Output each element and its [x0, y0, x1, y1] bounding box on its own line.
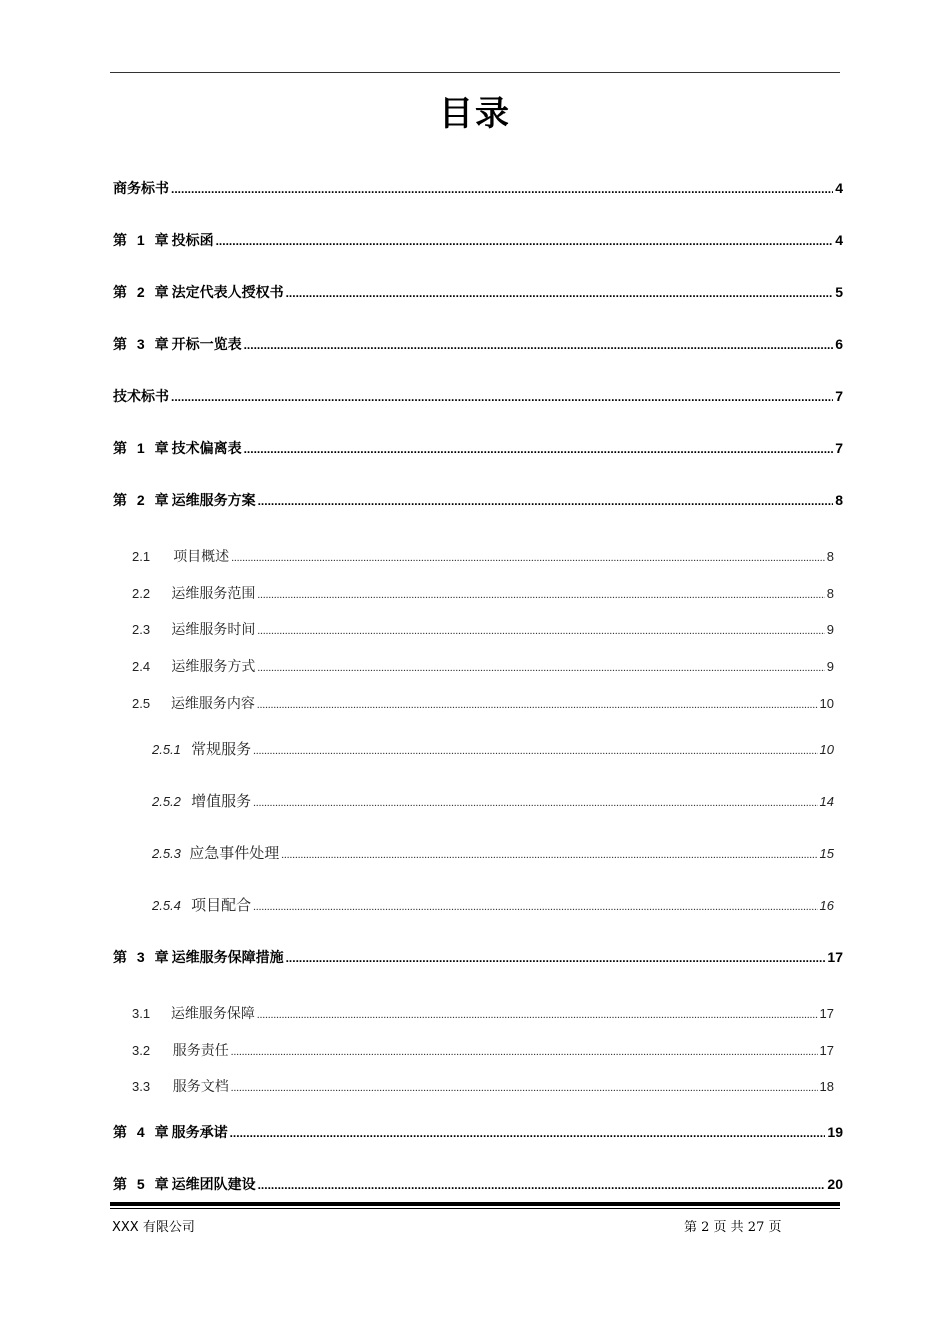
- toc-entry-title: 服务承诺: [171, 1124, 228, 1140]
- toc-entry-page: 9: [826, 622, 834, 637]
- toc-entry-number: 第 3 章: [113, 949, 172, 965]
- toc-leader: [231, 550, 825, 566]
- toc-entry-title: 运维服务保障措施: [171, 949, 284, 965]
- toc-entry[interactable]: [132, 656, 834, 676]
- toc-entry-title: 技术偏离表: [171, 440, 242, 456]
- toc-entry-title: 项目配合: [191, 898, 252, 914]
- toc-entry-page: 10: [819, 742, 834, 757]
- toc-entry-number: 第 1 章: [113, 440, 172, 456]
- toc-entry-number: 第 2 章: [113, 284, 172, 300]
- toc-entry-number: 第 2 章: [113, 492, 172, 508]
- toc-leader: [257, 697, 818, 713]
- toc-entry[interactable]: [113, 334, 843, 354]
- toc-entry-number: 2.1: [132, 549, 151, 564]
- toc-entry[interactable]: [132, 619, 834, 639]
- toc-entry[interactable]: [113, 438, 843, 458]
- toc-entry-page: 15: [819, 846, 834, 861]
- toc-entry-page: 14: [819, 794, 834, 809]
- toc-entry-page: 9: [826, 659, 834, 674]
- toc-entry-number: 2.4: [132, 659, 151, 674]
- toc-entry[interactable]: [152, 894, 834, 915]
- toc-entry-page: 8: [826, 549, 834, 564]
- toc-entry-title: 运维团队建设: [171, 1176, 256, 1192]
- toc-entry-number: 3.3: [132, 1079, 151, 1094]
- toc-leader: [257, 660, 824, 676]
- toc-leader: [286, 284, 834, 300]
- toc-entry-number: 2.5.1: [152, 742, 181, 757]
- toc-entry-page: 5: [835, 284, 843, 300]
- toc-entry[interactable]: [113, 386, 843, 406]
- toc-entry-number: 第 4 章: [113, 1124, 172, 1140]
- page-title: 目录: [439, 94, 511, 134]
- toc-leader: [231, 1080, 818, 1096]
- toc-leader: [244, 336, 834, 352]
- toc-entry-number: 3.2: [132, 1043, 151, 1058]
- toc-entry-number: 2.5.3: [152, 846, 181, 861]
- toc-leader: [253, 742, 817, 759]
- toc-entry-number: 3.1: [132, 1006, 151, 1021]
- toc-leader: [171, 180, 833, 196]
- toc-entry-page: 18: [819, 1079, 834, 1094]
- toc-entry[interactable]: [152, 790, 834, 811]
- toc-entry-title: 商务标书: [113, 180, 169, 196]
- toc-entry-title: 项目概述: [173, 550, 230, 565]
- toc-leader: [257, 587, 824, 603]
- toc-leader: [257, 1007, 818, 1023]
- toc-entry-title: 开标一览表: [171, 336, 242, 352]
- toc-entry-page: 16: [819, 898, 834, 913]
- footer-rule-thin: [110, 1208, 840, 1209]
- toc-leader: [258, 1176, 826, 1192]
- toc-entry-title: 常规服务: [191, 742, 252, 758]
- toc-leader: [231, 1044, 818, 1060]
- toc-entry-page: 17: [819, 1043, 834, 1058]
- toc-entry[interactable]: [113, 1174, 843, 1194]
- toc-entry-number: 2.5: [132, 696, 151, 711]
- toc-entry-page: 8: [835, 492, 843, 508]
- toc-entry-number: 2.2: [132, 586, 151, 601]
- toc-entry-page: 17: [827, 949, 843, 965]
- toc-entry[interactable]: [113, 282, 843, 302]
- toc-entry[interactable]: [132, 1003, 834, 1023]
- toc-entry-title: 运维服务方案: [171, 492, 256, 508]
- toc-entry-page: 19: [827, 1124, 843, 1140]
- toc-entry-number: 2.3: [132, 622, 151, 637]
- toc-leader: [253, 794, 817, 811]
- toc-leader: [244, 440, 834, 456]
- toc-entry-number: 2.5.2: [152, 794, 181, 809]
- toc-entry-title: 技术标书: [113, 388, 169, 404]
- toc-entry-page: 7: [835, 440, 843, 456]
- toc-entry-page: 20: [827, 1176, 843, 1192]
- toc-entry-number: 第 1 章: [113, 232, 172, 248]
- toc-entry-title: 运维服务时间: [171, 623, 256, 638]
- toc-entry[interactable]: [132, 693, 834, 713]
- toc-entry-page: 8: [826, 586, 834, 601]
- toc-entry-number: 第 5 章: [113, 1176, 172, 1192]
- toc-entry-title: 运维服务内容: [170, 697, 255, 712]
- toc-entry[interactable]: [113, 490, 843, 510]
- toc-entry-page: 6: [835, 336, 843, 352]
- toc-leader: [230, 1124, 826, 1140]
- toc-entry-title: 运维服务范围: [171, 587, 256, 602]
- toc-entry-number: 第 3 章: [113, 336, 172, 352]
- toc-entry[interactable]: [132, 1040, 834, 1060]
- toc-entry[interactable]: [152, 738, 834, 759]
- toc-leader: [281, 846, 817, 863]
- toc-entry-page: 10: [819, 696, 834, 711]
- toc-entry[interactable]: [132, 1076, 834, 1096]
- footer-rule-thick: [110, 1202, 840, 1206]
- toc-leader: [171, 388, 833, 404]
- toc-entry[interactable]: [152, 842, 834, 863]
- toc-entry-page: 7: [835, 388, 843, 404]
- toc-leader: [258, 492, 834, 508]
- toc-entry-title: 增值服务: [191, 794, 252, 810]
- toc-entry[interactable]: [113, 178, 843, 198]
- toc-entry-number: 2.5.4: [152, 898, 181, 913]
- toc-entry[interactable]: [113, 947, 843, 967]
- footer-company: XXX 有限公司: [112, 1220, 195, 1235]
- toc-entry-title: 服务责任: [172, 1044, 229, 1059]
- toc-entry-page: 4: [835, 232, 843, 248]
- toc-leader: [286, 949, 826, 965]
- toc-leader: [253, 898, 817, 915]
- toc-entry-title: 运维服务保障: [170, 1007, 255, 1022]
- toc-entry[interactable]: [113, 1122, 843, 1142]
- toc-entry-title: 投标函: [171, 232, 214, 248]
- toc-entry-page: 17: [819, 1006, 834, 1021]
- toc-entry-title: 应急事件处理: [189, 846, 280, 862]
- toc-entry-title: 运维服务方式: [171, 660, 256, 675]
- toc-entry-title: 法定代表人授权书: [171, 284, 284, 300]
- toc-entry-page: 4: [835, 180, 843, 196]
- toc-leader: [257, 623, 824, 639]
- footer-page-number: 第 2 页 共 27 页: [684, 1220, 782, 1235]
- toc-leader: [216, 232, 834, 248]
- toc-entry-title: 服务文档: [172, 1080, 229, 1095]
- toc-entry[interactable]: [132, 583, 834, 603]
- toc-entry[interactable]: [113, 230, 843, 250]
- toc-entry[interactable]: [132, 546, 834, 566]
